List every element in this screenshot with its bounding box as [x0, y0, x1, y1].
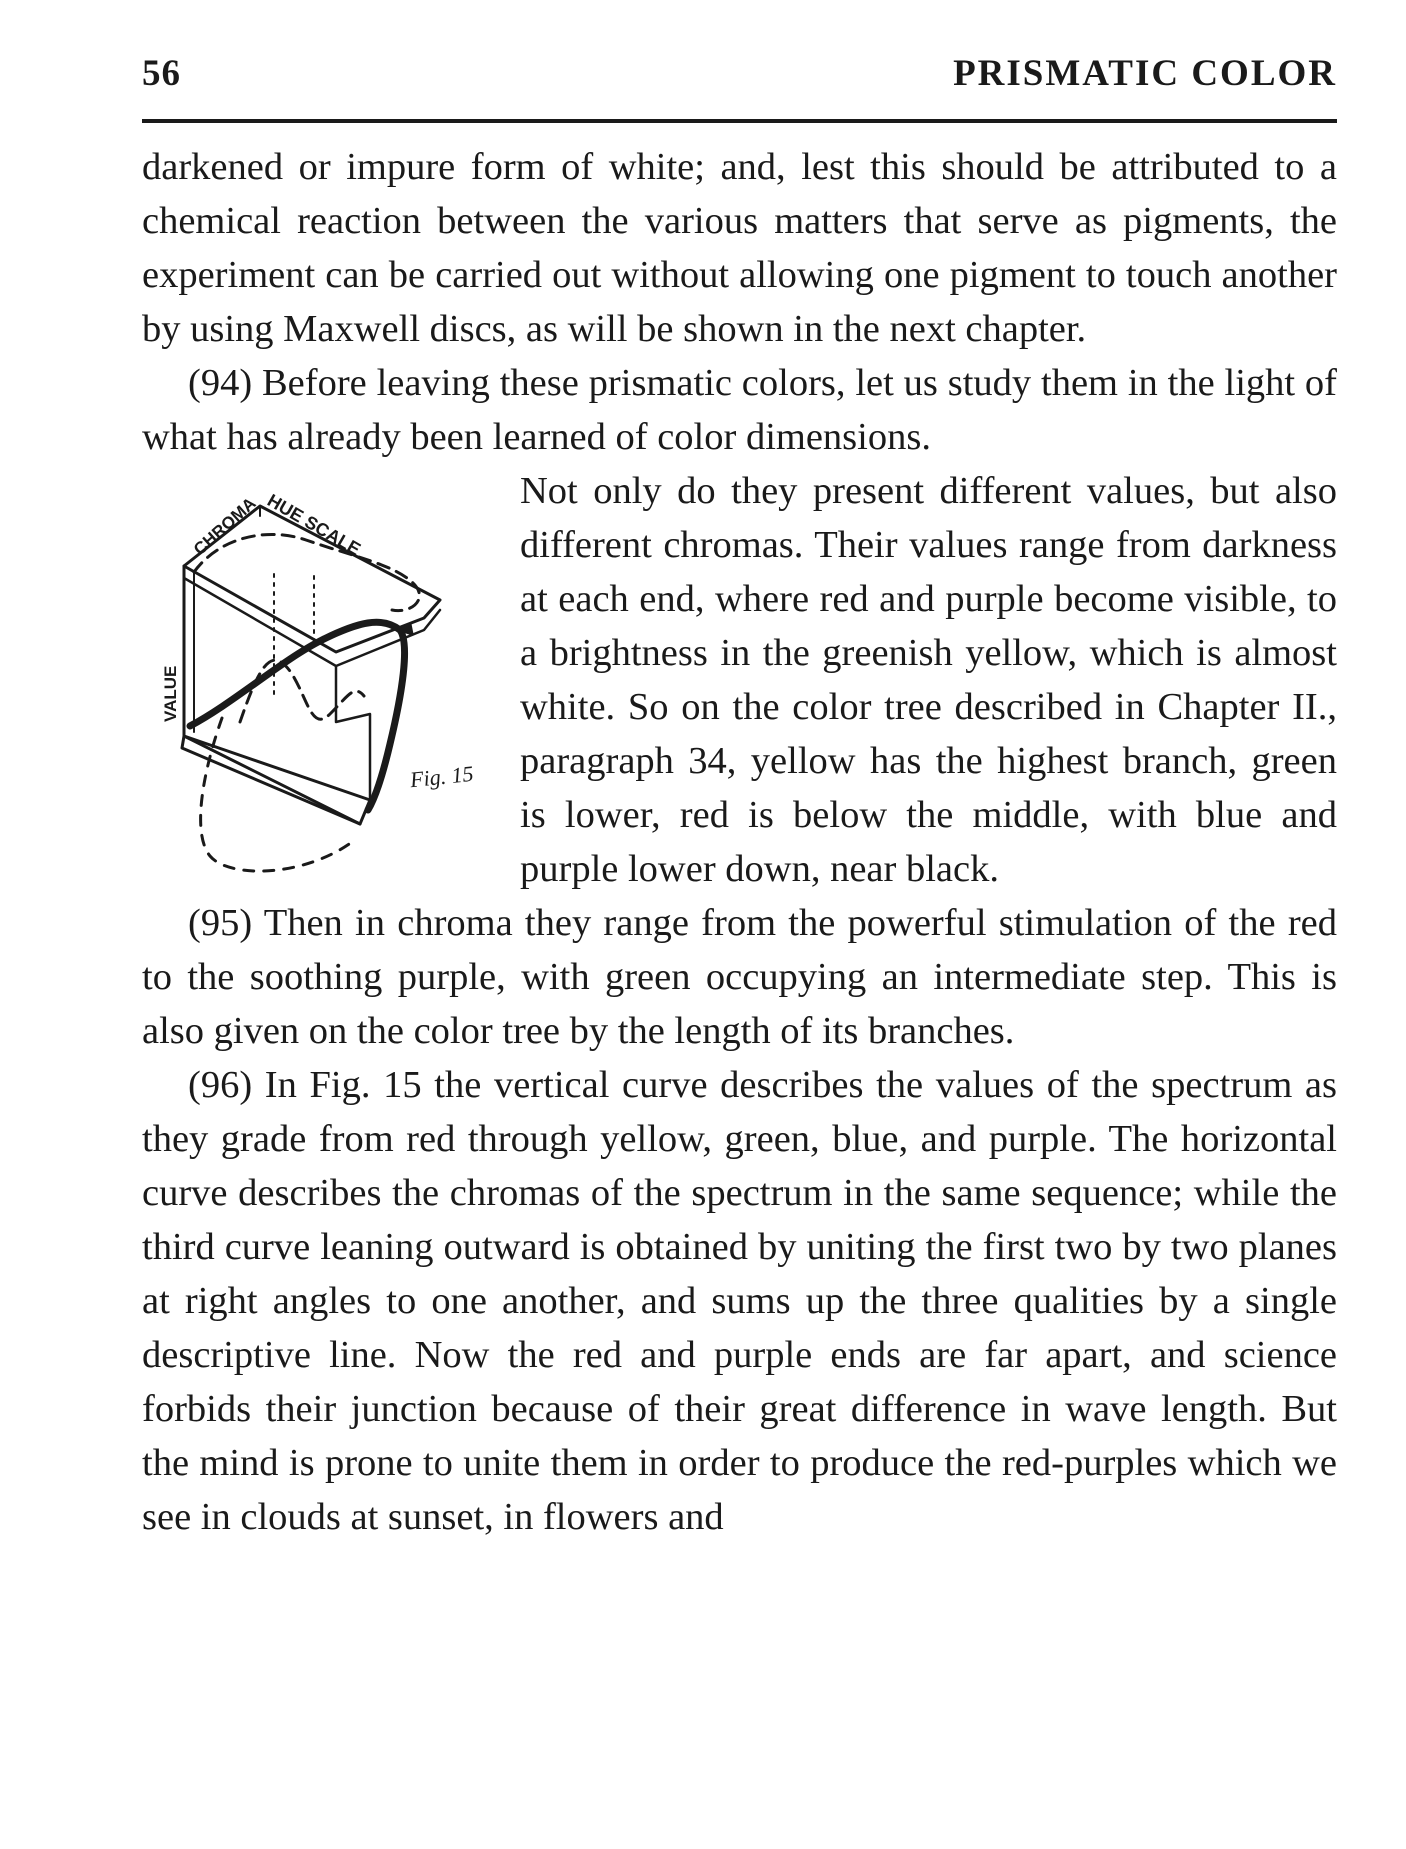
header-rule: [142, 119, 1337, 123]
running-head: [142, 52, 1337, 112]
paragraph-95: (95) Then in chroma they range from the powerful stimulation of the red to the soothing purple, with green occupying an intermediate step. This is also given on the color tree by the length of its branches.: [142, 902, 1337, 1052]
paragraph-94-continued: Not only do they present different values, but also different chromas. Their values range from darkness at each end, where red and purple become visible, to a brightness in the greenish yellow, which is almost white. So on the color tree described in Chapter II., paragraph 34, yellow has the highest branch, green is lower, red is below the middle, with blue and purple lower down, near black.: [520, 470, 1337, 890]
page-number: 56: [142, 53, 181, 94]
figure-15: [142, 464, 520, 896]
hue-scale-label: HUE SCALE: [264, 490, 365, 560]
running-title: PRISMATIC COLOR: [953, 53, 1337, 94]
figure-caption: Fig. 15: [408, 760, 475, 793]
body-text: [142, 140, 1337, 1544]
paragraph-96: (96) In Fig. 15 the vertical curve describes the values of the spectrum as they grade from red through yellow, green, blue, and purple. The horizontal curve describes the chromas of the spectrum in the same sequence; while the third curve leaning outward is obtained by uniting the first two by two planes at right angles to one another, and sums up the three qualities by a single descriptive line. Now the red and purple ends are far apart, and science forbids their junction because of their great difference in wave length. But the mind is prone to unite them in order to produce the red-purples which we see in clouds at sunset, in flowers and: [142, 1064, 1337, 1538]
paragraph-continued: darkened or impure form of white; and, lest this should be attributed to a chemical reaction between the various matters that serve as pigments, the experiment can be carried out without allowing one pigment to touch another by using Maxwell discs, as will be shown in the next chapter.: [142, 146, 1337, 350]
paragraph-94-intro: (94) Before leaving these prismatic colors, let us study them in the light of what has already been learned of color dimensions.: [142, 362, 1337, 458]
color-solid-diagram: [142, 464, 520, 896]
value-label: VALUE: [161, 665, 180, 722]
value-curve: [240, 660, 364, 722]
chroma-label: CHROMA: [189, 493, 260, 559]
